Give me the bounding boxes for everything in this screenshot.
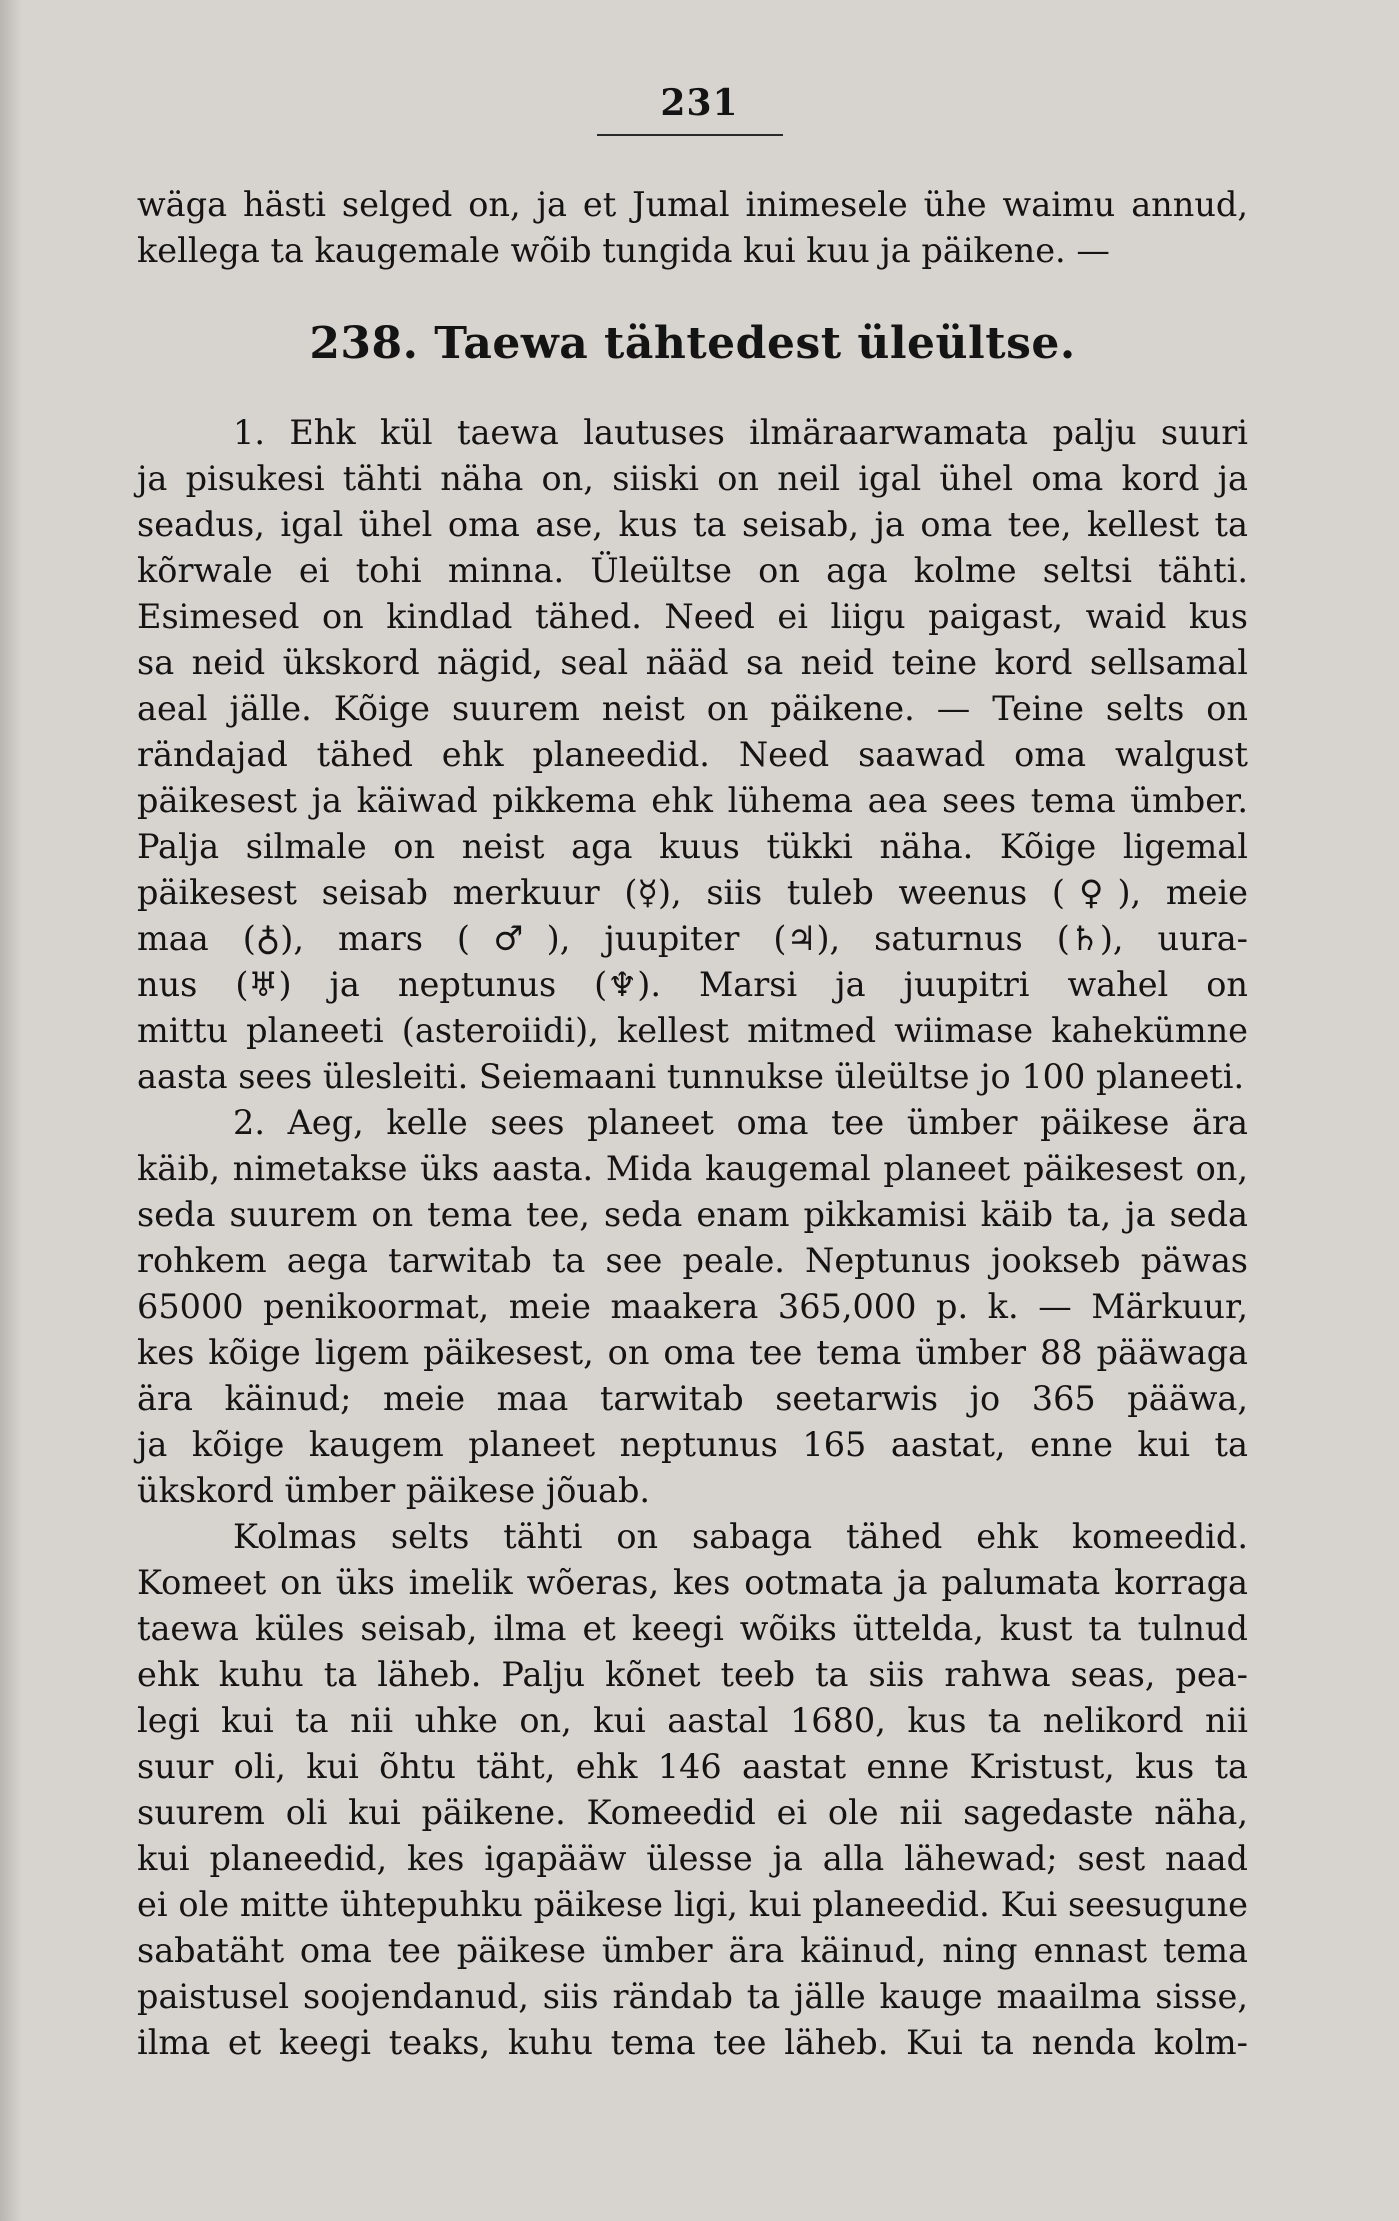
section-heading: 238. Taewa tähtedest üleültse. [309,318,1076,369]
text-line: wäga hästi selged on, ja et Jumal inimesele ühe waimu annud, [137,185,1248,224]
text-line: aeal jälle. Kõige suurem neist on päikene. — Teine selts on [137,689,1248,728]
section-body [137,410,1248,2066]
text-line: ei ole mitte ühtepuhku päikese ligi, kui planeedid. Kui seesugune [137,1885,1248,1924]
intro-paragraph [137,182,1248,274]
text-line: päikesest ja käiwad pikkema ehk lühema aea sees tema ümber. [137,781,1248,820]
text-line: 2. Aeg, kelle sees planeet oma tee ümber päikese ära [233,1103,1248,1142]
text-line: 65000 penikoormat, meie maakera 365,000 p. k. — Märkuur, [137,1287,1248,1326]
text-line: ükskord ümber päikese jõuab. [137,1471,651,1510]
text-line: ilma et keegi teaks, kuhu tema tee läheb. Kui ta nenda kolm- [137,2023,1248,2062]
text-line: kõrwale ei tohi minna. Üleültse on aga kolme seltsi tähti. [137,551,1248,590]
text-line: Komeet on üks imelik wõeras, kes ootmata ja palumata korraga [137,1563,1248,1602]
text-line: rohkem aega tarwitab ta see peale. Neptunus jookseb päwas [137,1241,1248,1280]
text-line: sa neid ükskord nägid, seal nääd sa neid teine kord sellsamal [137,643,1248,682]
text-line: legi kui ta nii uhke on, kui aastal 1680, kus ta nelikord nii [137,1701,1248,1740]
text-line: seda suurem on tema tee, seda enam pikkamisi käib ta, ja seda [137,1195,1248,1234]
page-gutter-shadow [0,0,22,2221]
text-line: Palja silmale on neist aga kuus tükki näha. Kõige ligemal [137,827,1248,866]
text-line: mittu planeeti (asteroiidi), kellest mitmed wiimase kahekümne [137,1011,1248,1050]
header-rule [597,134,783,136]
text-line: sabatäht oma tee päikese ümber ära käinud, ning ennast tema [137,1931,1248,1970]
text-line: ja kõige kaugem planeet neptunus 165 aastat, enne kui ta [137,1425,1248,1464]
text-line: maa (♁), mars (♂), juupiter (♃), saturnus (♄), uura- [137,919,1248,958]
text-line: ja pisukesi tähti näha on, siiski on neil igal ühel oma kord ja [137,459,1248,498]
text-line: seadus, igal ühel oma ase, kus ta seisab, ja oma tee, kellest ta [137,505,1248,544]
text-line: suurem oli kui päikene. Komeedid ei ole nii sagedaste näha, [137,1793,1248,1832]
text-line: Esimesed on kindlad tähed. Need ei liigu paigast, waid kus [137,597,1248,636]
text-line: taewa küles seisab, ilma et keegi wõiks üttelda, kust ta tulnud [137,1609,1248,1648]
text-line: ehk kuhu ta läheb. Palju kõnet teeb ta siis rahwa seas, pea- [137,1655,1248,1694]
page-number: 231 [660,82,739,124]
section-heading-container [137,318,1248,369]
text-line: suur oli, kui õhtu täht, ehk 146 aastat enne Kristust, kus ta [137,1747,1248,1786]
text-line: käib, nimetakse üks aasta. Mida kaugemal planeet päikesest on, [137,1149,1248,1188]
text-line: paistusel soojendanud, siis rändab ta jälle kauge maailma sisse, [137,1977,1248,2016]
text-line: rändajad tähed ehk planeedid. Need saawad oma walgust [137,735,1248,774]
text-line: kellega ta kaugemale wõib tungida kui kuu ja päikene. — [137,231,1110,270]
text-line: Kolmas selts tähti on sabaga tähed ehk komeedid. [233,1517,1248,1556]
text-line: kui planeedid, kes igapääw ülesse ja alla lähewad; sest naad [137,1839,1248,1878]
page-number-container [0,82,1399,124]
text-line: nus (♅) ja neptunus (♆). Marsi ja juupitri wahel on [137,965,1248,1004]
text-line: 1. Ehk kül taewa lautuses ilmäraarwamata palju suuri [233,413,1248,452]
text-line: päikesest seisab merkuur (☿), siis tuleb weenus (♀), meie [137,873,1248,912]
text-line: ära käinud; meie maa tarwitab seetarwis jo 365 pääwa, [137,1379,1248,1418]
text-line: aasta sees ülesleiti. Seiemaani tunnukse üleültse jo 100 planeeti. [137,1057,1245,1096]
text-line: kes kõige ligem päikesest, on oma tee tema ümber 88 pääwaga [137,1333,1248,1372]
